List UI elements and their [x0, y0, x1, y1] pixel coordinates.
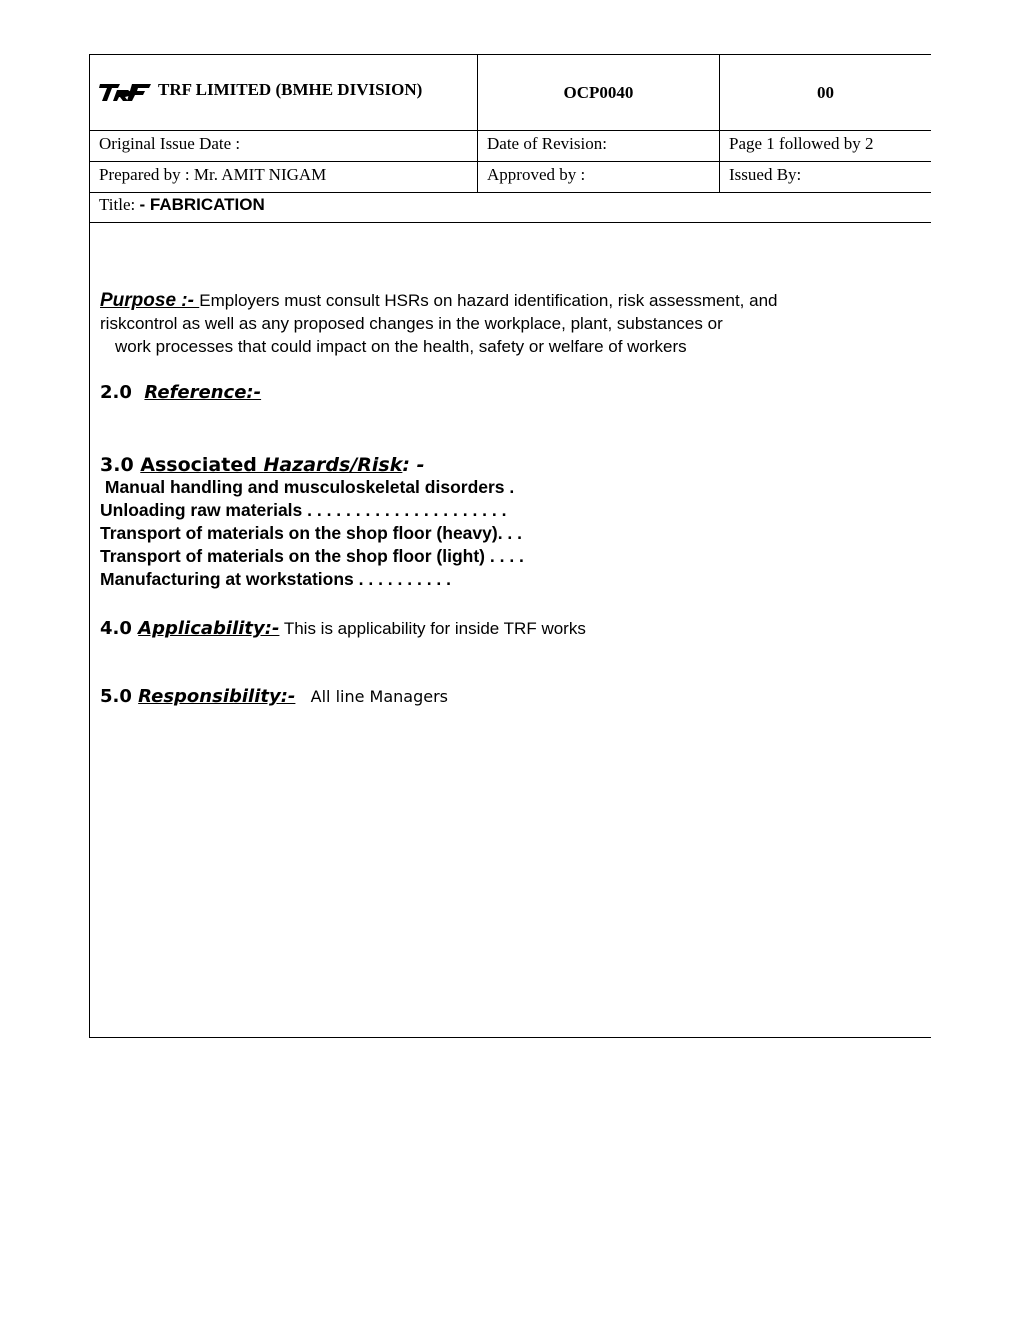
list-item: Unloading raw materials . . . . . . . . . . . . . . . . . . . . . — [100, 500, 507, 520]
list-item: Transport of materials on the shop floor (light) . . . . — [100, 546, 524, 566]
responsibility-heading: Responsibility:- — [138, 686, 296, 707]
responsibility-number: 5.0 — [100, 686, 139, 707]
title-value: - FABRICATION — [139, 195, 265, 214]
purpose-line-2: riskcontrol as well as any proposed changes in the workplace, plant, substances or — [100, 314, 723, 333]
doc-code: OCP0040 — [563, 83, 634, 102]
list-item: Manufacturing at workstations . . . . . . . . . . — [100, 569, 452, 589]
title — [99, 195, 265, 215]
header-row-3 — [90, 161, 931, 193]
applicability-number: 4.0 — [100, 618, 139, 639]
hazard-list — [100, 476, 920, 591]
revision-number: 00 — [817, 83, 834, 102]
hazards-section — [100, 454, 920, 591]
trf-logo-icon — [98, 82, 152, 102]
title-cell — [90, 192, 931, 222]
company-name: TRF LIMITED (BMHE DIVISION) — [158, 80, 423, 99]
responsibility-text: All line Managers — [295, 687, 449, 706]
prepared-by: Prepared by : Mr. AMIT NIGAM — [99, 165, 327, 184]
approved-by-label: Approved by : — [487, 165, 586, 184]
reference-number: 2.0 — [100, 382, 145, 403]
applicability-text: This is applicability for inside TRF works — [279, 619, 586, 638]
company-cell — [90, 55, 478, 130]
title-row — [90, 192, 931, 223]
approved-by-cell — [477, 161, 719, 192]
hazards-heading-plain: Associated — [140, 454, 264, 476]
reference-heading: Reference:- — [144, 382, 262, 403]
applicability-section — [100, 617, 920, 640]
doc-code-cell — [477, 55, 719, 130]
header-row-1 — [90, 55, 931, 131]
applicability-heading: Applicability:- — [138, 618, 280, 639]
hazards-heading-suffix: : - — [402, 454, 425, 476]
list-item: Transport of materials on the shop floor (heavy). . . — [100, 523, 523, 543]
purpose-line-3: work processes that could impact on the health, safety or welfare of workers — [115, 337, 687, 356]
page-info: Page 1 followed by 2 — [729, 134, 874, 153]
issued-by-cell — [719, 161, 931, 192]
reference-section — [100, 382, 920, 403]
hazards-heading — [100, 454, 920, 476]
list-item: Manual handling and musculoskeletal disorders . — [100, 477, 515, 497]
prepared-by-cell — [90, 161, 478, 192]
hazards-heading-italic: Hazards/Risk — [263, 454, 403, 476]
purpose-line-1: Employers must consult HSRs on hazard identification, risk assessment, and — [199, 291, 778, 310]
title-label: Title: — [99, 195, 140, 214]
original-issue-cell — [90, 130, 478, 161]
page-info-cell — [719, 130, 931, 161]
issued-by-label: Issued By: — [729, 165, 802, 184]
header-row-2 — [90, 130, 931, 162]
revision-cell — [719, 55, 931, 130]
document-frame — [89, 54, 931, 1038]
original-issue-date-label: Original Issue Date : — [99, 134, 241, 153]
hazards-number: 3.0 — [100, 454, 141, 476]
responsibility-section — [100, 686, 920, 707]
revision-date-cell — [477, 130, 719, 161]
purpose-heading: Purpose :- — [100, 290, 200, 311]
purpose-section — [100, 289, 920, 358]
date-of-revision-label: Date of Revision: — [487, 134, 607, 153]
